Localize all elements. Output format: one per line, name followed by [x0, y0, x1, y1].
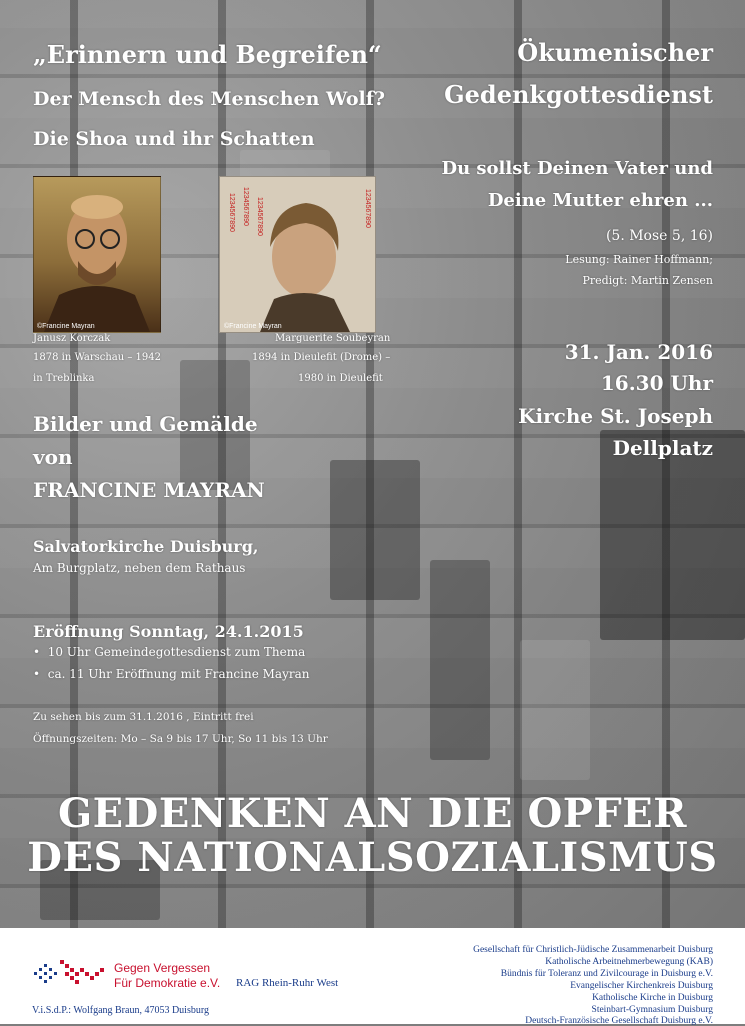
portrait1-dates-2: in Treblinka	[33, 373, 95, 384]
bullet-icon: •	[33, 667, 48, 681]
service-title-1: Ökumenischer	[517, 38, 713, 67]
vi-sdp: V.i.S.d.P.: Wolfgang Braun, 47053 Duisburg	[32, 1005, 209, 1016]
portrait2-name: Marguerite Soubeyran	[275, 333, 391, 344]
bullet-1	[33, 645, 305, 659]
watermark: ©Francine Mayran	[37, 323, 95, 330]
footer	[0, 928, 745, 1024]
reading-by: Lesung: Rainer Hoffmann;	[565, 253, 713, 266]
portrait1-dates: 1878 in Warschau – 1942	[33, 352, 161, 363]
opening-date: Eröffnung Sonntag, 24.1.2015	[33, 622, 304, 641]
exhibition-title: „Erinnern und Begreifen“	[33, 40, 382, 69]
venue-address: Am Burgplatz, neben dem Rathaus	[33, 561, 246, 575]
bullet-2	[33, 667, 309, 681]
portrait2-dates-2: 1980 in Dieulefit	[298, 373, 383, 384]
portrait-soubeyran	[219, 176, 376, 333]
exhibition-subtitle-2: Die Shoa und ihr Schatten	[33, 128, 315, 150]
bible-reference: (5. Mose 5, 16)	[605, 228, 713, 244]
logo-line-2: Für Demokratie e.V.	[114, 976, 221, 990]
org-2: Katholische Arbeitnehmerbewegung (KAB)	[545, 957, 713, 967]
org-1: Gesellschaft für Christlich-Jüdische Zusammenarbeit Duisburg	[473, 945, 713, 955]
headline-line-1: GEDENKEN AN DIE OPFER	[57, 790, 687, 837]
service-date: 31. Jan. 2016	[564, 340, 713, 364]
portrait2-dates: 1894 in Dieulefit (Drome) –	[252, 352, 391, 363]
org-3: Bündnis für Toleranz und Zivilcourage in Duisburg e.V.	[500, 969, 713, 979]
portrait-korczak	[33, 176, 161, 333]
org-4: Evangelischer Kirchenkreis Duisburg	[570, 981, 713, 991]
sermon-by: Predigt: Martin Zensen	[582, 274, 713, 287]
logo-rag: RAG Rhein-Ruhr West	[236, 977, 339, 989]
service-time: 16.30 Uhr	[600, 371, 713, 395]
bullet-icon: •	[33, 645, 48, 659]
church-place: Dellplatz	[612, 436, 713, 460]
artist-name: FRANCINE MAYRAN	[33, 478, 265, 502]
number-column-4: 1234567890	[364, 189, 371, 228]
service-title-2: Gedenkgottesdienst	[444, 80, 713, 109]
bullet-text: ca. 11 Uhr Eröffnung mit Francine Mayran	[47, 667, 310, 681]
exhibit-line-1: Bilder und Gemälde	[33, 412, 258, 436]
org-7: Deutsch-Französische Gesellschaft Duisburg e.V.	[525, 1016, 713, 1026]
portrait1-name: Janusz Korczak	[33, 333, 111, 344]
headline-line-2: DES NATIONALSOZIALISMUS	[27, 834, 718, 881]
number-column-2: 1234567890	[242, 187, 249, 226]
number-column-3: 1234567890	[256, 197, 263, 236]
korczak-painting-icon	[34, 177, 160, 332]
number-column-1: 1234567890	[228, 193, 235, 232]
org-6: Steinbart-Gymnasium Duisburg	[591, 1005, 713, 1015]
exhibition-subtitle-1: Der Mensch des Menschen Wolf?	[33, 88, 386, 110]
viewing-period: Zu sehen bis zum 31.1.2016 , Eintritt frei	[33, 711, 254, 723]
org-5: Katholische Kirche in Duisburg	[592, 993, 713, 1003]
quote-line-1: Du sollst Deinen Vater und	[441, 158, 713, 179]
venue: Salvatorkirche Duisburg,	[33, 537, 259, 556]
gegen-vergessen-logo-icon	[32, 958, 112, 990]
opening-hours: Öffnungszeiten: Mo – Sa 9 bis 17 Uhr, So 11 bis 13 Uhr	[33, 733, 328, 745]
watermark: ©Francine Mayran	[224, 323, 282, 330]
logo-line-1: Gegen Vergessen	[114, 961, 211, 975]
quote-line-2: Deine Mutter ehren ...	[487, 190, 713, 211]
church-name: Kirche St. Joseph	[518, 404, 713, 428]
bullet-text: 10 Uhr Gemeindegottesdienst zum Thema	[47, 645, 306, 659]
exhibit-line-2: von	[33, 445, 73, 469]
